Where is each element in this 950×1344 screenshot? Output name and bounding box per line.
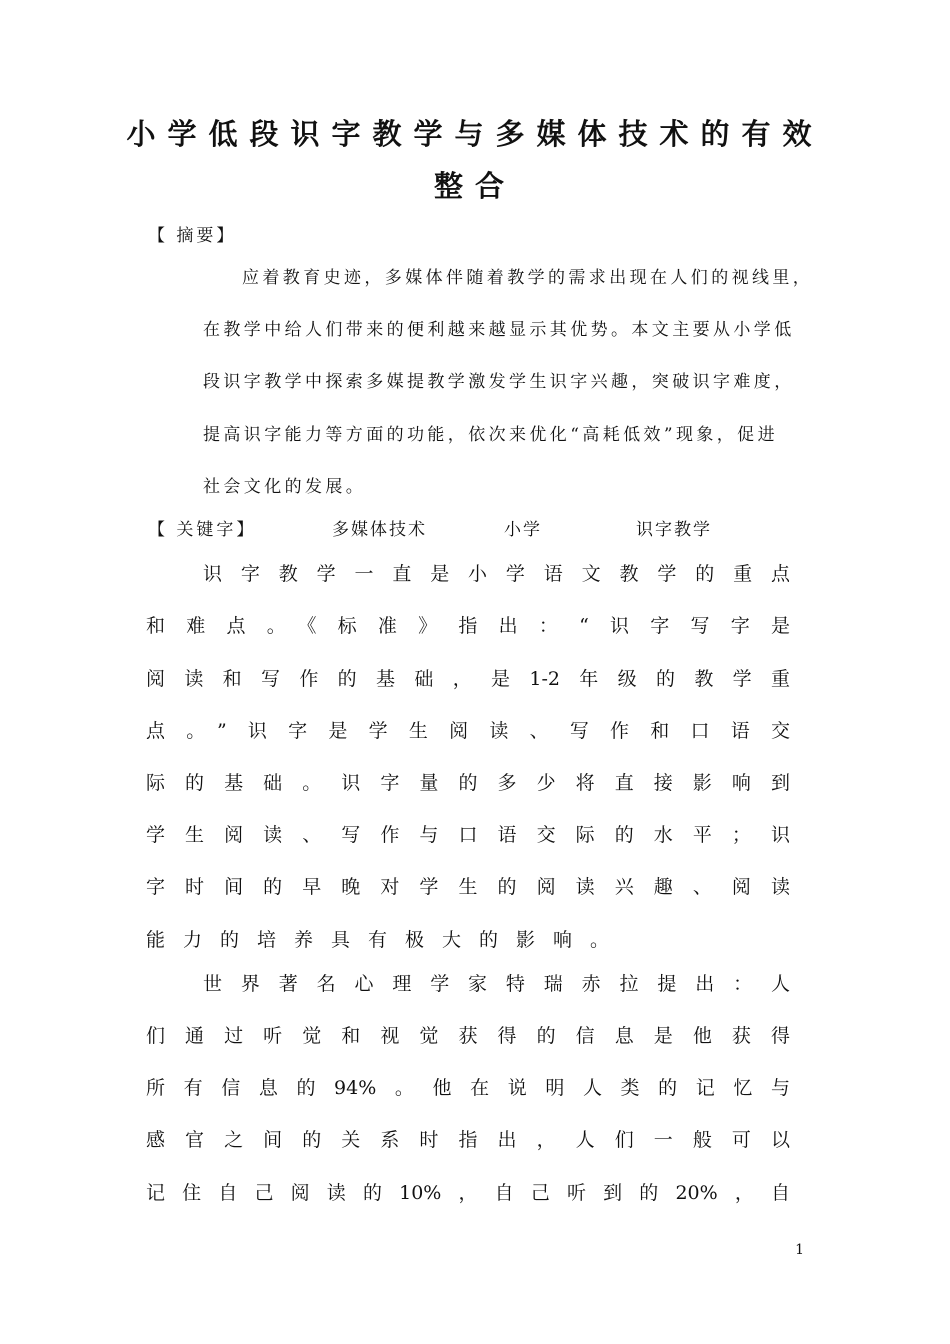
abstract-line-2: 在教学中给人们带来的便利越来越显示其优势。本文主要从小学低 [203,320,795,340]
body-line-5: 际的基础。识字量的多少将直接影响到 [146,772,790,794]
abstract-line-4: 提高识字能力等方面的功能，依次来优化“高耗低效”现象，促进 [203,425,778,445]
body-line-1: 识字教学一直是小学语文教学的重点 [203,563,790,585]
abstract-label: 【 摘要】 [148,226,237,246]
page-number: 1 [795,1242,804,1258]
keyword-1: 多媒体技术 [332,520,427,540]
body-line-3: 阅读和写作的基础，是1-2年级的教学重 [146,668,790,690]
body-line-4: 点。”识字是学生阅读、写作和口语交 [146,720,790,742]
abstract-line-5: 社会文化的发展。 [203,477,367,497]
body-line-13: 记住自己阅读的10%，自己听到的20%，自 [146,1182,790,1204]
body-line-9: 世界著名心理学家特瑞赤拉提出：人 [203,973,790,995]
keyword-3: 识字教学 [636,520,712,540]
keyword-2: 小学 [504,520,542,540]
body-line-6: 学生阅读、写作与口语交际的水平；识 [146,824,790,846]
body-line-2: 和难点。《标准》指出：“识字写字是 [146,615,790,637]
body-line-10: 们通过听觉和视觉获得的信息是他获得 [146,1025,790,1047]
keywords-label: 【 关键字】 [148,520,257,540]
abstract-line-1: 应着教育史迹，多媒体伴随着教学的需求出现在人们的视线里， [242,268,814,288]
body-line-12: 感官之间的关系时指出，人们一般可以 [146,1129,790,1151]
doc-title-line-1: 小学低段识字教学与多媒体技术的有效 [126,117,824,151]
body-line-11: 所有信息的94%。他在说明人类的记忆与 [146,1077,790,1099]
body-line-7: 字时间的早晚对学生的阅读兴趣、阅读 [146,876,790,898]
body-line-8: 能力的培养具有极大的影响。 [146,929,628,951]
doc-title-line-2: 整合 [433,169,516,203]
abstract-line-3: 段识字教学中探索多媒提教学激发学生识字兴趣，突破识字难度， [203,372,795,392]
